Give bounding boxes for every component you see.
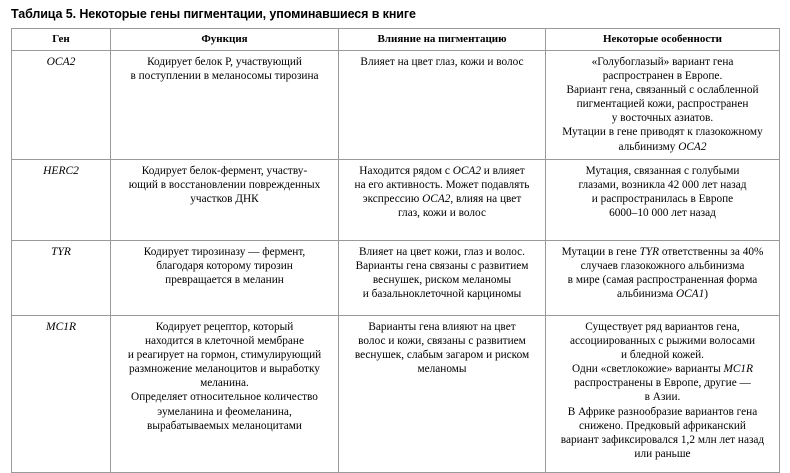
cell-features: Мутация, связанная с голубыми глазами, возникла 42 000 лет назад и распространилась в Европе 6000–10 000 лет назад bbox=[546, 160, 780, 241]
column-header-pigmentation: Влияние на пигментацию bbox=[339, 29, 546, 51]
cell-gene: OCA2 bbox=[12, 51, 111, 160]
cell-function: Кодирует рецептор, который находится в клеточной мембране и реагирует на гормон, стимулирующий размножение меланоцитов и выработку меланина. Определяет относительное количество эумеланина и феомеланина, вырабатываемых меланоцитами bbox=[111, 316, 339, 473]
cell-pigmentation: Находится рядом с OCA2 и влияет на его активность. Может подавлять экспрессию OCA2, влияя на цвет глаз, кожи и волос bbox=[339, 160, 546, 241]
table-row bbox=[12, 241, 780, 316]
column-header-function: Функция bbox=[111, 29, 339, 51]
pigmentation-genes-table bbox=[11, 28, 780, 473]
cell-pigmentation: Влияет на цвет кожи, глаз и волос. Варианты гена связаны с развитием веснушек, риском меланомы и базальноклеточной карциномы bbox=[339, 241, 546, 316]
table-header bbox=[12, 29, 780, 51]
table-row bbox=[12, 51, 780, 160]
table-row bbox=[12, 316, 780, 473]
table-body bbox=[12, 51, 780, 473]
column-header-gene: Ген bbox=[12, 29, 111, 51]
header-row bbox=[12, 29, 780, 51]
cell-gene: HERC2 bbox=[12, 160, 111, 241]
table-caption: Таблица 5. Некоторые гены пигментации, упоминавшиеся в книге bbox=[11, 7, 416, 21]
cell-gene: MC1R bbox=[12, 316, 111, 473]
cell-function: Кодирует белок-фермент, участву- ющий в восстановлении поврежденных участков ДНК bbox=[111, 160, 339, 241]
cell-gene: TYR bbox=[12, 241, 111, 316]
cell-pigmentation: Влияет на цвет глаз, кожи и волос bbox=[339, 51, 546, 160]
cell-features: Существует ряд вариантов гена, ассоциированных с рыжими волосами и бледной кожей. Одни «светлокожие» варианты MC1R распространены в Европе, другие — в Азии. В Африке разнообразие вариантов гена снижено. Предковый африканский вариант зафиксировался 1,2 млн лет назад или раньше bbox=[546, 316, 780, 473]
cell-function: Кодирует белок P, участвующий в поступлении в меланосомы тирозина bbox=[111, 51, 339, 160]
cell-features: «Голубоглазый» вариант гена распространен в Европе. Вариант гена, связанный с ослабленной пигментацией кожи, распространен у восточных азиатов. Мутации в гене приводят к глазокожному альбинизму OCA2 bbox=[546, 51, 780, 160]
table-row bbox=[12, 160, 780, 241]
cell-function: Кодирует тирозиназу — фермент, благодаря которому тирозин превращается в меланин bbox=[111, 241, 339, 316]
cell-pigmentation: Варианты гена влияют на цвет волос и кожи, связаны с развитием веснушек, слабым загаром и риском меланомы bbox=[339, 316, 546, 473]
cell-features: Мутации в гене TYR ответственны за 40% случаев глазокожного альбинизма в мире (самая распространенная форма альбинизма OCA1) bbox=[546, 241, 780, 316]
column-header-features: Некоторые особенности bbox=[546, 29, 780, 51]
